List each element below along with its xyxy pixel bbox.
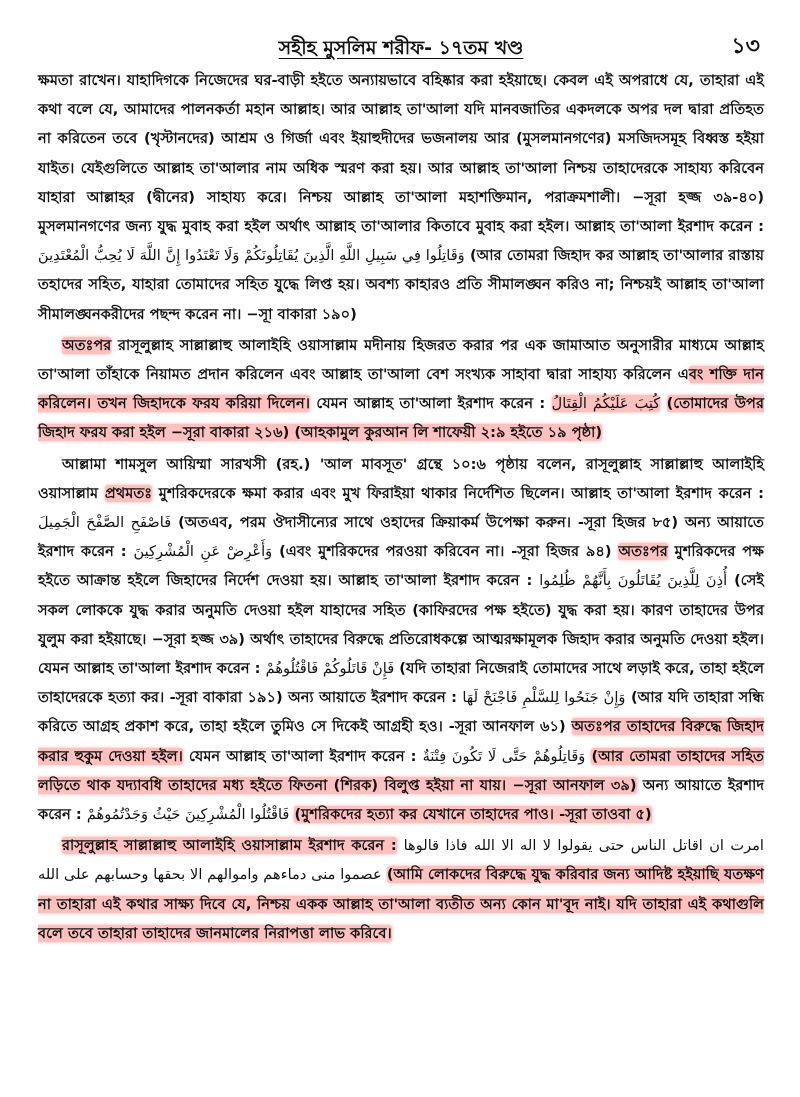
arabic-verse: أُذِنَ لِلَّذِينَ يُقَاتَلُونَ بِأَنَّهُمْ ظُلِمُوا [539, 572, 728, 590]
arabic-verse: وَأَعْرِضْ عَنِ الْمُشْرِكِينَ [133, 543, 273, 561]
highlight-span: প্রথমতঃ [104, 484, 153, 502]
arabic-verse: وَإِنْ جَنَحُوا لِلسَّلْمِ فَاجْنَحْ لَهَا [462, 689, 626, 707]
text-span: আল্লামা শামসুল আয়িম্মা সারখসী (রহ.) 'আল মাবসূত' গ্রন্থে ১০:৬ পৃষ্ঠায় বলেন, রাসূলুল্লাহ সাল্লাল্লাহু আলাইহি ওয়াসাল্লাম [38, 455, 764, 502]
highlight-span: বং শক্তি দান করিলেন। তখন জিহাদকে ফরয করিয়া দিলেন। [38, 366, 764, 413]
paragraph-1 [38, 66, 764, 329]
paragraph-2 [38, 331, 764, 448]
highlight-span: (আমি লোকদের বিরুদ্ধে যুদ্ধ করিবার জন্য আদিষ্ট হইয়াছি যতক্ষণ না তাহারা এই কথার সাক্ষ্য দিবে যে, নিশ্চয় একক আল্লাহ তা'আলা ব্যতীত অন্য কোন মা'বূদ নাই। যদি তাহারা এই কথাগুলি বলে তবে তাহারা তাহাদের জানমালের নিরাপত্তা লাভ করিবে। [38, 866, 764, 942]
text-span: (আর তোমরা জিহাদ কর আল্লাহ তা'আলার রাস্তায় তহাদের সহিত, যাহারা তোমাদের সহিত যুদ্ধে লিপ্ত হয়। অবশ্য কাহারও প্রতি সীমালঙ্ঘন করিও না; নিশ্চয়ই আল্লাহ তা'আলা সীমালঙ্ঘনকরীদের পছন্দ করেন না। −সূা বাকারা ১৯০) [38, 247, 764, 323]
text-span: অন্য আয়াতে ইরশাদ করেন : [38, 776, 764, 824]
text-span: (অতএব, পরম ঔদাসীন্যের সাথে ওহাদের ক্রিয়াকর্ম উপেক্ষা করুন। -সূরা হিজর ৮৫) অন্য আয়াতে ইরশাদ করেন : [38, 514, 764, 561]
paragraph-3 [38, 450, 764, 830]
text-span: মুশরিকদের পক্ষ হইতে আক্রান্ত হইলে জিহাদের নির্দেশ দেওয়া হয়। আল্লাহ তা'আলা ইরশাদ করেন : [38, 543, 764, 590]
text-span: যেমন আল্লাহ তা'আলা ইরশাদ করেন : [316, 395, 546, 413]
highlight-span: অতঃপর তাহাদের বিরুদ্ধে জিহাদ করার হুকুম দেওয়া হইল। [38, 718, 764, 765]
text-span: (যদি তাহারা নিজেরাই তোমাদের সাথে লড়াই করে, তাহা হইলে তাহাদেরকে হত্যা কর। -সূরা বাকারা ১৯১) অন্য আয়াতে ইরশাদ করেন : [38, 660, 764, 707]
arabic-verse: وَقَاتِلُوا فِي سَبِيلِ اللَّهِ الَّذِينَ يُقَاتِلُونَكُمْ وَلَا تَعْتَدُوا إِنَّ اللَّهَ لَا يُحِبُّ الْمُعْتَدِينَ [38, 247, 465, 265]
page-title: সহীহ মুসলিম শরীফ- ১৭তম খণ্ড [278, 37, 524, 59]
arabic-verse: فَاقْتُلُوا الْمُشْرِكِينَ حَيْثُ وَجَدْتُمُوهُمْ [86, 806, 290, 824]
page-header [38, 0, 764, 66]
body-text [38, 66, 764, 948]
highlight-span: (মুশরিকদের হত্যা কর যেখানে তাহাদের পাও। -সূরা তাওবা ৫) [294, 806, 652, 824]
arabic-verse: فَاصْفَحِ الصَّفْحَ الْجَمِيلَ [38, 514, 172, 532]
text-span: যেমন আল্লাহ তা'আলা ইরশাদ করেন : [189, 747, 417, 765]
paragraph-4 [38, 831, 764, 948]
page-number: ১৩ [731, 34, 760, 59]
highlight-span: (আর তোমরা তাহাদের সহিত লড়িতে থাক যদ্যাবধি তাহাদের মধ্য হইতে ফিতনা (শিরক) বিলুপ্ত হইয়া না যায়। −সূরা আনফাল ৩৯) [38, 747, 764, 794]
highlight-span: রাসূলুল্লাহ সাল্লাল্লাহু আলাইহি ওয়াসাল্লাম ইরশাদ করেন : [62, 837, 397, 855]
arabic-verse-highlight: كُتِبَ عَلَيْكُمُ الْقِتَالُ [551, 395, 661, 413]
arabic-verse: فَإِنْ قَاتَلُوكُمْ فَاقْتُلُوهُمْ [265, 660, 395, 678]
text-span: (আর যদি তাহারা সন্ধি করিতে আগ্রহ প্রকাশ করে, তাহা হইলে তুমিও সে দিকেই আগ্রহী হও। -সূরা আনফাল ৬১) [38, 689, 764, 736]
text-span: ক্ষমতা রাখেন। যাহাদিগকে নিজেদের ঘর-বাড়ী হইতে অন্যায়ভাবে বহিষ্কার করা হইয়াছে। কেবল এই অপরাধে যে, তাহারা এই কথা বলে যে, আমাদের পালনকর্তা মহান আল্লাহ। আর আল্লাহ তা'আলা যদি মানবজাতির একদলকে অপর দল দ্বারা প্রতিহত না করিতেন তবে (খৃস্টানদের) আশ্রম ও গির্জা এবং ইয়াহুদীদের ভজনালয় আর (মুসলমানগণের) মসজিদসমূহ বিধ্বস্ত হইয়া যাইত। যেইগুলিতে আল্লাহ তা'আলার নাম অধিক স্মরণ করা হয়। আর আল্লাহ তা'আলা নিশ্চয় তাহাদেরকে সাহায্য করিবেন যাহারা আল্লাহর (দ্বীনের) সাহায্য করে। নিশ্চয় আল্লাহ তা'আলা মহাশক্তিমান, পরাক্রমশালী। −সূরা হজ্জ ৩৯-৪০) মুসলমানগণের জন্য যুদ্ধ মুবাহ করা হইল অর্থাৎ আল্লাহ তা'আলার কিতাবে মুবাহ করা হইল। আল্লাহ তা'আলা ইরশাদ করেন : [38, 72, 764, 236]
text-span: রাসূলুল্লাহ সাল্লাল্লাহু আলাইহি ওয়াসাল্লাম মদীনায় হিজরত করার পর এক জামাআত অনুসারীর মাধ্যমে আল্লাহ তা'আলা তাঁহাকে নিয়ামত প্রদান করিলেন এবং আল্লাহ তা'আলা বেশ সংখ্যক সাহাবা দ্বারা সাহায্য করিলেন এ [38, 336, 764, 384]
arabic-verse: وَقَاتِلُوهُمْ حَتَّى لَا تَكُونَ فِتْنَةٌ [422, 747, 586, 765]
text-span: (এবং মুশরিকদের পরওয়া করিবেন না। -সূরা হিজর ৯৪) [279, 543, 612, 561]
arabic-hadith: امرت ان اقاتل الناس حتى يقولوا لا اله الا الله فاذا قالوها عصموا منى دماءهم واموالهم الا بحقها وحسابهم على الله [38, 837, 764, 884]
highlight-span: অতঃপর [62, 336, 112, 354]
text-span: (সেই সকল লোককে যুদ্ধ করার অনুমতি দেওয়া হইল যাহাদের সহিত (কাফিরদের পক্ষ হইতে) যুদ্ধ করা হয়। কারণ তাহাদের উপর যুলুম করা হইয়াছে। −সূরা হজ্জ ৩৯) অর্থাৎ তাহাদের বিরুদ্ধে প্রতিরোধকল্পে আত্মরক্ষামূলক জিহাদ করার অনুমতি দেওয়া হইল। যেমন আল্লাহ তা'আলা ইরশাদ করেন : [38, 572, 764, 678]
highlight-span: (তোমাদের উপর জিহাদ ফরয করা হইল −সূরা বাকারা ২১৬) (আহকামুল কুরআন লি শাফেয়ী ২:৯ হইতে ১৯ পৃষ্ঠা) [38, 395, 764, 442]
highlight-span: অতঃপর [618, 543, 668, 561]
text-span: মুশরিকদেরকে ক্ষমা করার এবং মুখ ফিরাইয়া থাকার নির্দেশিত ছিলেন। আল্লাহ তা'আলা ইরশাদ করেন : [158, 484, 764, 502]
